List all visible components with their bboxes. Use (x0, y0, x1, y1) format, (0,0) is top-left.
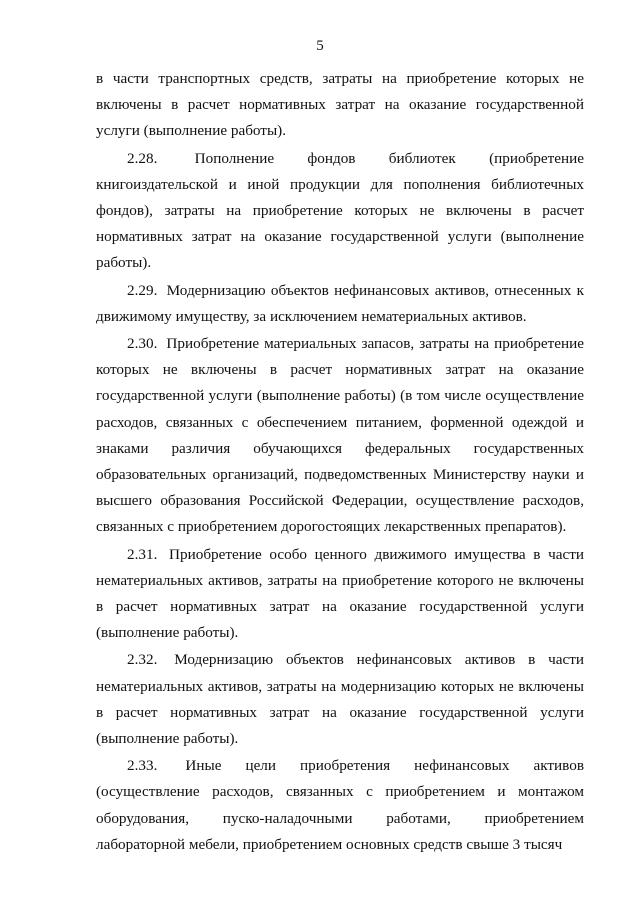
paragraph-text: в части транспортных средств, затраты на приобретение которых не включены в расчет нормативных затрат на оказание государственной услуги (выполнение работы). (96, 70, 584, 140)
item-number: 2.28. (127, 149, 158, 167)
item-number: 2.30. (127, 335, 158, 353)
paragraph-2-31 (96, 542, 584, 647)
paragraph-text: Приобретение особо ценного движимого имущества в части нематериальных активов, затраты на приобретение которого не включены в расчет нормативных затрат на оказание государственной услуги (выполнение работы). (96, 545, 584, 642)
paragraph-2-28 (96, 146, 584, 277)
page-number: 5 (316, 38, 324, 54)
item-number: 2.29. (127, 281, 158, 299)
paragraph-text: Иные цели приобретения нефинансовых активов (осуществление расходов, связанных с приобретением и монтажом оборудования, пуско-наладочными работами, приобретением лабораторной мебели, приобретением основных средств свыше 3 тысяч (96, 757, 584, 853)
paragraph-2-33 (96, 753, 584, 858)
paragraph-continuation (96, 66, 584, 145)
paragraph-text: Модернизацию объектов нефинансовых активов, отнесенных к движимому имуществу, за исключением нематериальных активов. (96, 281, 584, 325)
item-number: 2.31. (127, 545, 158, 563)
item-number: 2.33. (127, 757, 158, 775)
paragraph-text: Модернизацию объектов нефинансовых активов в части нематериальных активов, затраты на модернизацию которых не включены в расчет нормативных затрат на оказание государственной услуги (выполнение работы). (96, 651, 584, 748)
paragraph-text: Пополнение фондов библиотек (приобретение книгоиздательской и иной продукции для пополнения библиотечных фондов), затраты на приобретение которых не включены в расчет нормативных затрат на оказание государственной услуги (выполнение работы). (96, 149, 585, 272)
document-body (96, 66, 584, 858)
paragraph-2-29 (96, 278, 584, 330)
paragraph-text: Приобретение материальных запасов, затраты на приобретение которых не включены в расчет нормативных затрат на оказание государственной услуги (выполнение работы) (в том числе осуществление расходов, связанных с обеспечением питанием, форменной одеждой и знаками различия обучающихся федеральных государственных образовательных организаций, подведомственных Министерству науки и высшего образования Российской Федерации, осуществление расходов, связанных с приобретением дорогостоящих лекарственных препаратов). (96, 335, 585, 536)
paragraph-2-30 (96, 331, 584, 541)
item-number: 2.32. (127, 651, 158, 669)
paragraph-2-32 (96, 647, 584, 752)
